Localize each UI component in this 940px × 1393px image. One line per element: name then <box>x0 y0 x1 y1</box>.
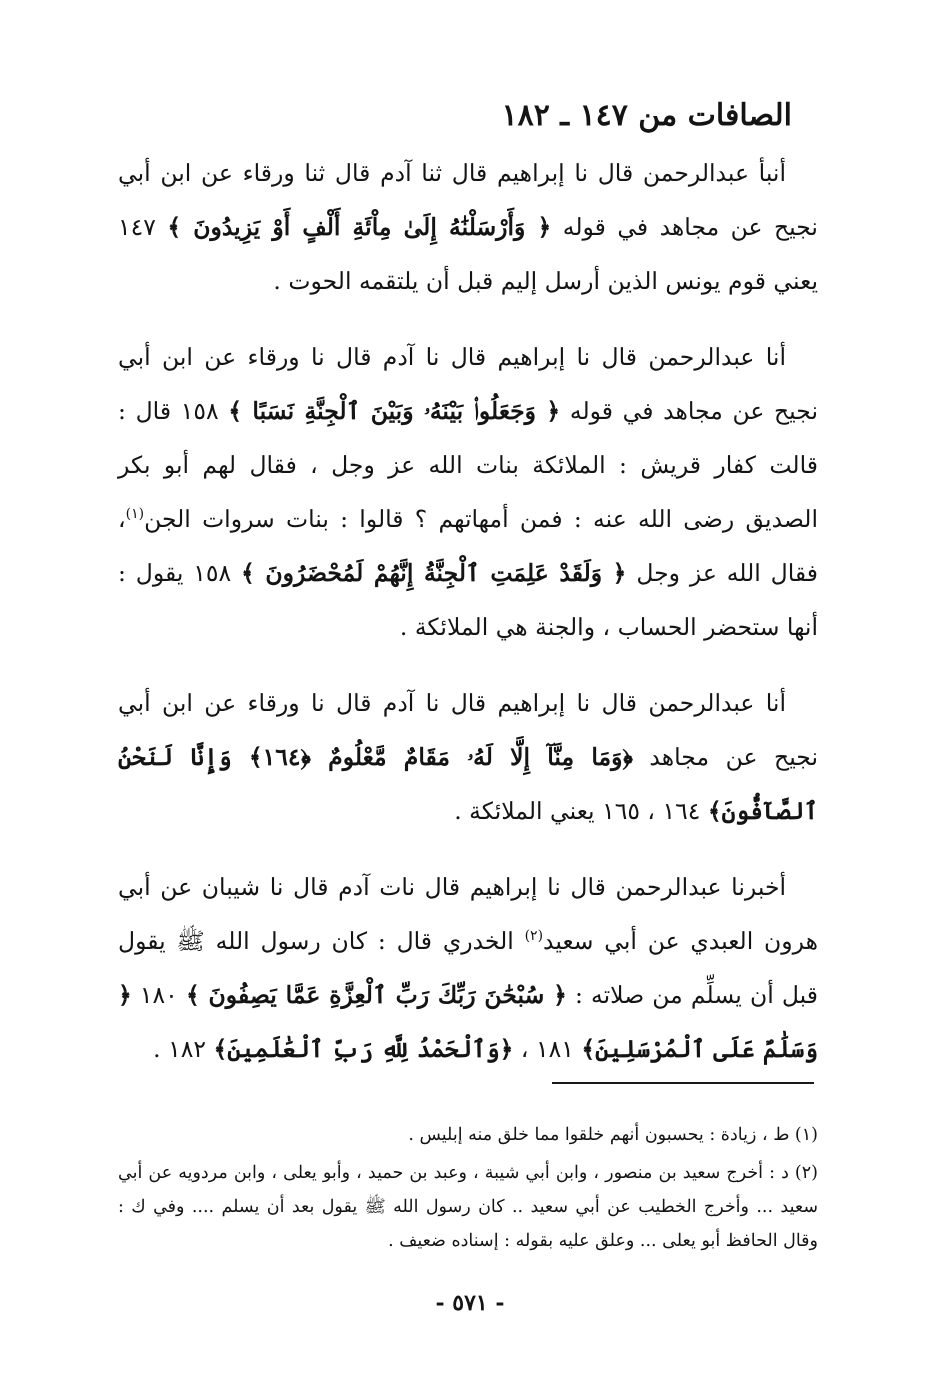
quran-verse: ﴿ وَلَقَدْ عَلِمَتِ ٱلْجِنَّةُ إِنَّهُمْ لَمُحْضَرُونَ ﴾ <box>241 559 627 587</box>
text-segment: أنا عبدالرحمن قال نا إبراهيم قال نا آدم قال نا ورقاء عن ابن أبي نجيح عن مجاهد <box>118 689 818 771</box>
footnote-divider <box>552 1082 814 1084</box>
text-segment: ١٥٨ قال : قالت كفار قريش : الملائكة بنات الله عز وجل ، فقال لهم أبو بكر الصديق رضى الله عنه : فمن أمهاتهم ؟ قالوا : بنات سروات الجن <box>118 397 818 533</box>
text-segment: ١٥٨ يقول : أنها ستحضر الحساب ، والجنة هي الملائكة . <box>118 559 818 641</box>
footnote-1: (١) ط ، زيادة : يحسبون أنهم خلقوا مما خلق منه إبليس . <box>408 1125 818 1145</box>
paragraph-3 <box>118 676 818 838</box>
text-segment: أخبرنا عبدالرحمن قال نا إبراهيم قال نات آدم قال نا شيبان عن أبي هرون العبدي عن أبي سعيد <box>118 873 818 955</box>
main-text <box>118 146 818 1098</box>
text-segment: ١٦٤ ، ١٦٥ يعني الملائكة . <box>454 797 708 825</box>
text-segment: ١٤٧ يعني قوم يونس الذين أرسل إليم قبل أن يلتقمه الحوت . <box>118 213 818 295</box>
text-segment: ١٨٠ <box>131 981 186 1009</box>
page-number: - ٥٧١ - <box>435 1290 505 1316</box>
paragraph-2 <box>118 330 818 654</box>
quran-verse: ﴿ سُبْحَٰنَ رَبِّكَ رَبِّ ٱلْعِزَّةِ عَمَّا يَصِفُونَ ﴾ <box>185 981 567 1009</box>
text-segment: الخدري قال : كان رسول الله ﷺ يقول قبل أن يسلِّم من صلاته : <box>118 927 818 1009</box>
quran-verse: ﴿وَمَا مِنَّآ إِلَّا لَهُۥ مَقَامٌ مَّعْلُومٌ ﴿١٦٤﴾ وَإِنَّا لَنَحْنُ ٱلصَّآفُّونَ﴾ <box>118 743 818 825</box>
page-title: الصافات من ١٤٧ ـ ١٨٢ <box>501 98 792 133</box>
paragraph-1 <box>118 146 818 308</box>
footnote-reference: (٢) <box>524 928 544 945</box>
text-segment: ، فقال الله عز وجل <box>118 505 818 587</box>
quran-verse: ﴿ وَأَرْسَلْنَٰهُ إِلَىٰ مِاْئَةِ أَلْفٍ أَوْ يَزِيدُونَ ﴾ <box>167 213 552 241</box>
text-segment: أنبأ عبدالرحمن قال نا إبراهيم قال ثنا آدم قال ثنا ورقاء عن ابن أبي نجيح عن مجاهد في قوله <box>118 159 818 241</box>
quran-verse: ﴿ وَسَلَٰمٌ عَلَى ٱلْمُرْسَلِينَ﴾ <box>118 981 818 1063</box>
text-segment: أنا عبدالرحمن قال نا إبراهيم قال نا آدم قال نا ورقاء عن ابن أبي نجيح عن مجاهد في قوله <box>118 343 818 425</box>
quran-verse: ﴿ وَجَعَلُوا۟ بَيْنَهُۥ وَبَيْنَ ٱلْجِنَّةِ نَسَبًا ﴾ <box>228 397 561 425</box>
footnote-2: (٢) د : أخرج سعيد بن منصور ، وابن أبي شيبة ، وعبد بن حميد ، وأبو يعلى ، وابن مردويه عن أبي سعيد ... وأخرج الخطيب عن أبي سعيد .. كان رسول الله ﷺ يقول بعد أن يسلم .... وفي ك : وقال الحافظ أبو يعلى ... وعلق عليه بقوله : إسناده ضعيف . <box>118 1163 818 1251</box>
page-header <box>132 92 792 140</box>
paragraph-4 <box>118 860 818 1076</box>
text-segment: ١٨١ ، <box>513 1035 582 1063</box>
footnotes <box>118 1118 818 1262</box>
quran-verse: ﴿وَٱلْحَمْدُ لِلَّهِ رَبِّ ٱلْعَٰلَمِينَ﴾ <box>213 1035 514 1063</box>
footnote-reference: (١) <box>125 506 145 523</box>
text-segment: ١٨٢ . <box>153 1035 214 1063</box>
